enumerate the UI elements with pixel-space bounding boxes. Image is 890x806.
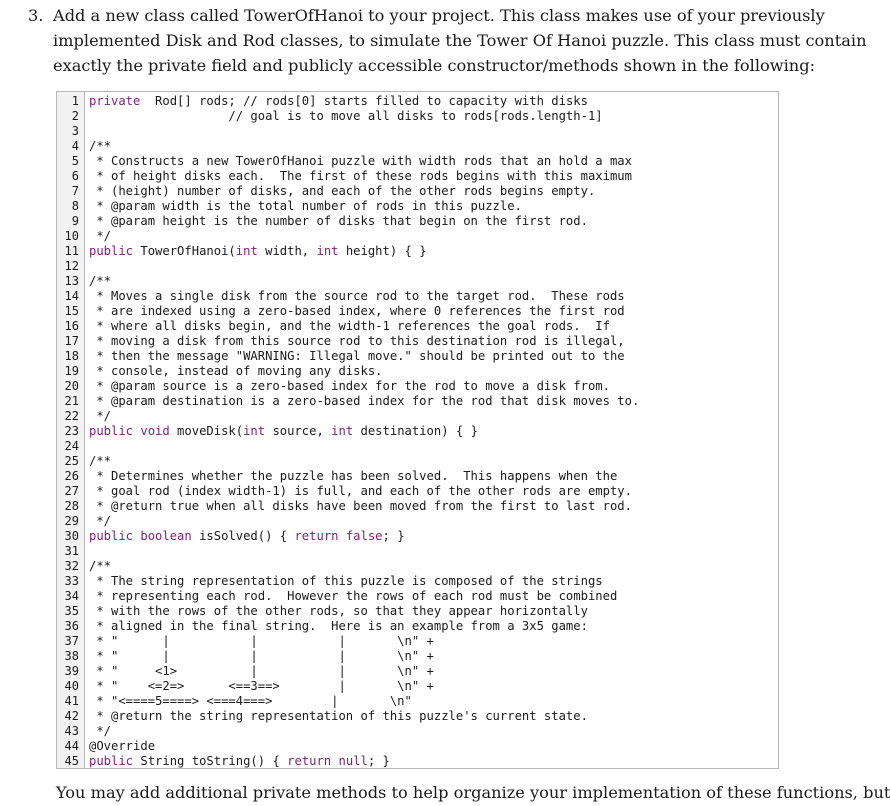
code-text bbox=[89, 739, 155, 754]
code-text bbox=[89, 604, 588, 619]
code-text bbox=[89, 454, 111, 469]
code-text bbox=[89, 484, 632, 499]
code-text bbox=[89, 634, 434, 649]
line-number: 39 bbox=[64, 664, 79, 678]
code-line bbox=[57, 739, 778, 754]
line-number: 7 bbox=[71, 184, 79, 198]
code-token: * " | | | \n" + bbox=[89, 634, 434, 648]
keyword: public bbox=[89, 754, 134, 768]
code-text bbox=[89, 289, 625, 304]
code-line bbox=[57, 139, 778, 154]
code-line bbox=[57, 184, 778, 199]
code-token: * of height disks each. The first of these rods begins with this maximum bbox=[89, 169, 632, 183]
line-number: 21 bbox=[64, 394, 79, 408]
code-line bbox=[57, 274, 778, 289]
line-number: 16 bbox=[64, 319, 79, 333]
code-token: * are indexed using a zero-based index, where 0 references the first rod bbox=[89, 304, 625, 318]
line-number: 24 bbox=[64, 439, 79, 453]
code-line bbox=[57, 754, 778, 769]
code-token: */ bbox=[89, 514, 112, 528]
code-token: * @param source is a zero-based index for the rod to move a disk from. bbox=[89, 379, 610, 393]
line-number: 4 bbox=[71, 139, 79, 153]
code-line bbox=[57, 454, 778, 469]
code-token: */ bbox=[89, 409, 112, 423]
code-token: * @return the string representation of this puzzle's current state. bbox=[89, 709, 588, 723]
code-token: * The string representation of this puzzle is composed of the strings bbox=[89, 574, 603, 588]
line-number: 3 bbox=[71, 124, 79, 138]
code-text bbox=[89, 529, 405, 544]
keyword: return bbox=[287, 754, 332, 768]
task-instructions bbox=[28, 3, 867, 78]
code-line bbox=[57, 94, 778, 109]
closing-paragraph: You may add additional private methods to help organize your implementation of these functions, but bbox=[56, 783, 890, 802]
code-text bbox=[89, 364, 383, 379]
code-line bbox=[57, 394, 778, 409]
line-number: 6 bbox=[71, 169, 79, 183]
code-token: destination) { } bbox=[353, 424, 478, 438]
code-token: TowerOfHanoi( bbox=[133, 244, 236, 258]
code-line bbox=[57, 424, 778, 439]
line-number: 20 bbox=[64, 379, 79, 393]
code-line bbox=[57, 604, 778, 619]
code-token: * Constructs a new TowerOfHanoi puzzle with width rods that an hold a max bbox=[89, 154, 632, 168]
code-line bbox=[57, 544, 778, 559]
code-text bbox=[89, 514, 111, 529]
code-token: * @param width is the total number of rods in this puzzle. bbox=[89, 199, 522, 213]
line-number: 17 bbox=[64, 334, 79, 348]
code-line bbox=[57, 589, 778, 604]
code-token: * " <1> | | \n" + bbox=[89, 664, 434, 678]
code-line bbox=[57, 304, 778, 319]
code-token: * (height) number of disks, and each of the other rods begins empty. bbox=[89, 184, 596, 198]
code-token: */ bbox=[89, 724, 112, 738]
code-text bbox=[89, 94, 588, 109]
line-number: 38 bbox=[64, 649, 79, 663]
code-line bbox=[57, 259, 778, 274]
code-line bbox=[57, 529, 778, 544]
code-line bbox=[57, 634, 778, 649]
code-text bbox=[89, 304, 625, 319]
keyword: void bbox=[133, 424, 170, 438]
code-token: * " | | | \n" + bbox=[89, 649, 434, 663]
code-line bbox=[57, 499, 778, 514]
code-token: height) { } bbox=[338, 244, 427, 258]
line-number: 26 bbox=[64, 469, 79, 483]
line-number: 12 bbox=[64, 259, 79, 273]
code-text bbox=[89, 469, 617, 484]
line-number: 44 bbox=[64, 739, 79, 753]
code-line bbox=[57, 319, 778, 334]
code-line bbox=[57, 364, 778, 379]
code-listing bbox=[56, 91, 779, 769]
keyword: null bbox=[331, 754, 368, 768]
code-line bbox=[57, 439, 778, 454]
code-token: * representing each rod. However the rows of each rod must be combined bbox=[89, 589, 618, 603]
code-text bbox=[89, 199, 522, 214]
code-text bbox=[89, 409, 111, 424]
code-text bbox=[89, 754, 390, 769]
code-token: * console, instead of moving any disks. bbox=[89, 364, 383, 378]
line-number: 9 bbox=[71, 214, 79, 228]
code-line bbox=[57, 379, 778, 394]
line-number: 23 bbox=[64, 424, 79, 438]
line-number: 19 bbox=[64, 364, 79, 378]
code-line bbox=[57, 199, 778, 214]
code-token: Rod[] rods; // rods[0] starts filled to capacity with disks bbox=[140, 94, 588, 108]
code-text bbox=[89, 169, 632, 184]
code-text bbox=[89, 214, 588, 229]
code-text bbox=[89, 559, 111, 574]
code-token: /** bbox=[89, 454, 112, 468]
code-token: ; } bbox=[367, 754, 390, 768]
code-text bbox=[89, 184, 595, 199]
code-token: moveDisk( bbox=[169, 424, 244, 438]
code-token: isSolved() { bbox=[191, 529, 295, 543]
line-number: 27 bbox=[64, 484, 79, 498]
keyword: private bbox=[89, 94, 141, 108]
code-lines bbox=[57, 94, 778, 769]
code-token: * with the rows of the other rods, so that they appear horizontally bbox=[89, 604, 588, 618]
code-text bbox=[89, 724, 111, 739]
line-number: 11 bbox=[64, 244, 79, 258]
code-token: * Determines whether the puzzle has been solved. This happens when the bbox=[89, 469, 618, 483]
code-line bbox=[57, 694, 778, 709]
code-token: String toString() { bbox=[133, 754, 288, 768]
line-number: 13 bbox=[64, 274, 79, 288]
code-text bbox=[89, 574, 603, 589]
line-number: 18 bbox=[64, 349, 79, 363]
code-text bbox=[89, 394, 639, 409]
code-line bbox=[57, 124, 778, 139]
code-text bbox=[89, 154, 632, 169]
code-token: * where all disks begin, and the width-1 references the goal rods. If bbox=[89, 319, 610, 333]
intro-line-3: exactly the private field and publicly accessible constructor/methods shown in the following: bbox=[53, 56, 816, 75]
code-text bbox=[89, 709, 588, 724]
line-number: 25 bbox=[64, 454, 79, 468]
code-line bbox=[57, 664, 778, 679]
keyword: public bbox=[89, 424, 134, 438]
code-line bbox=[57, 349, 778, 364]
line-number: 22 bbox=[64, 409, 79, 423]
code-text bbox=[89, 499, 632, 514]
code-text bbox=[89, 619, 588, 634]
code-token: * @return true when all disks have been moved from the first to last rod. bbox=[89, 499, 632, 513]
line-number: 28 bbox=[64, 499, 79, 513]
code-text bbox=[89, 649, 434, 664]
code-token: @Override bbox=[89, 739, 156, 753]
line-number: 10 bbox=[64, 229, 79, 243]
code-text bbox=[89, 424, 478, 439]
intro-line-2: implemented Disk and Rod classes, to simulate the Tower Of Hanoi puzzle. This class must contain bbox=[53, 31, 867, 50]
line-number: 14 bbox=[64, 289, 79, 303]
code-text bbox=[89, 379, 610, 394]
code-line bbox=[57, 724, 778, 739]
line-number: 32 bbox=[64, 559, 79, 573]
line-number: 41 bbox=[64, 694, 79, 708]
code-text bbox=[89, 334, 625, 349]
code-line bbox=[57, 244, 778, 259]
line-number: 1 bbox=[71, 94, 79, 108]
keyword: return bbox=[294, 529, 339, 543]
line-number: 34 bbox=[64, 589, 79, 603]
code-token: width, bbox=[257, 244, 317, 258]
code-line bbox=[57, 109, 778, 124]
code-text bbox=[89, 319, 610, 334]
code-line bbox=[57, 409, 778, 424]
code-token: * @param height is the number of disks that begin on the first rod. bbox=[89, 214, 588, 228]
line-number: 45 bbox=[64, 754, 79, 768]
code-text bbox=[89, 274, 111, 289]
code-token: /** bbox=[89, 139, 112, 153]
line-number: 15 bbox=[64, 304, 79, 318]
line-number: 37 bbox=[64, 634, 79, 648]
code-text bbox=[89, 589, 617, 604]
keyword: public bbox=[89, 529, 134, 543]
code-text bbox=[89, 139, 111, 154]
code-line bbox=[57, 679, 778, 694]
line-number: 30 bbox=[64, 529, 79, 543]
code-token: */ bbox=[89, 229, 112, 243]
line-number: 31 bbox=[64, 544, 79, 558]
code-line bbox=[57, 514, 778, 529]
code-line bbox=[57, 334, 778, 349]
code-line bbox=[57, 154, 778, 169]
keyword: public bbox=[89, 244, 134, 258]
line-number: 42 bbox=[64, 709, 79, 723]
code-token: * @param destination is a zero-based index for the rod that disk moves to. bbox=[89, 394, 640, 408]
code-token: /** bbox=[89, 559, 112, 573]
code-token: * " <=2=> <==3==> | \n" + bbox=[89, 679, 434, 693]
task-number: 3. bbox=[28, 6, 44, 25]
code-text bbox=[89, 349, 625, 364]
code-text bbox=[89, 229, 111, 244]
keyword: boolean bbox=[133, 529, 192, 543]
line-number: 43 bbox=[64, 724, 79, 738]
code-line bbox=[57, 484, 778, 499]
line-number: 2 bbox=[71, 109, 79, 123]
code-token: // goal is to move all disks to rods[rods.length-1] bbox=[89, 109, 603, 123]
code-text bbox=[89, 244, 427, 259]
code-token: * "<====5====> <===4===> | \n" bbox=[89, 694, 412, 708]
keyword: false bbox=[338, 529, 383, 543]
line-number: 8 bbox=[71, 199, 79, 213]
code-line bbox=[57, 574, 778, 589]
code-token: ; } bbox=[382, 529, 405, 543]
code-line bbox=[57, 229, 778, 244]
code-token: /** bbox=[89, 274, 112, 288]
line-number: 5 bbox=[71, 154, 79, 168]
code-line bbox=[57, 469, 778, 484]
code-text bbox=[89, 664, 434, 679]
keyword: int bbox=[243, 424, 266, 438]
code-line bbox=[57, 619, 778, 634]
code-line bbox=[57, 169, 778, 184]
keyword: int bbox=[235, 244, 258, 258]
line-number: 35 bbox=[64, 604, 79, 618]
code-text bbox=[89, 694, 412, 709]
intro-line-1: Add a new class called TowerOfHanoi to your project. This class makes use of your previously bbox=[53, 6, 825, 25]
keyword: int bbox=[331, 424, 354, 438]
code-token: source, bbox=[265, 424, 332, 438]
code-line bbox=[57, 214, 778, 229]
code-text bbox=[89, 679, 434, 694]
line-number: 36 bbox=[64, 619, 79, 633]
code-token: * goal rod (index width-1) is full, and each of the other rods are empty. bbox=[89, 484, 632, 498]
line-number: 29 bbox=[64, 514, 79, 528]
code-token: * Moves a single disk from the source rod to the target rod. These rods bbox=[89, 289, 625, 303]
line-number: 40 bbox=[64, 679, 79, 693]
code-token: * aligned in the final string. Here is an example from a 3x5 game: bbox=[89, 619, 588, 633]
code-line bbox=[57, 559, 778, 574]
code-text bbox=[89, 109, 603, 124]
code-line bbox=[57, 709, 778, 724]
code-line bbox=[57, 289, 778, 304]
code-token: * moving a disk from this source rod to this destination rod is illegal, bbox=[89, 334, 625, 348]
keyword: int bbox=[316, 244, 339, 258]
code-line bbox=[57, 649, 778, 664]
code-token: * then the message "WARNING: Illegal move." should be printed out to the bbox=[89, 349, 625, 363]
line-number: 33 bbox=[64, 574, 79, 588]
